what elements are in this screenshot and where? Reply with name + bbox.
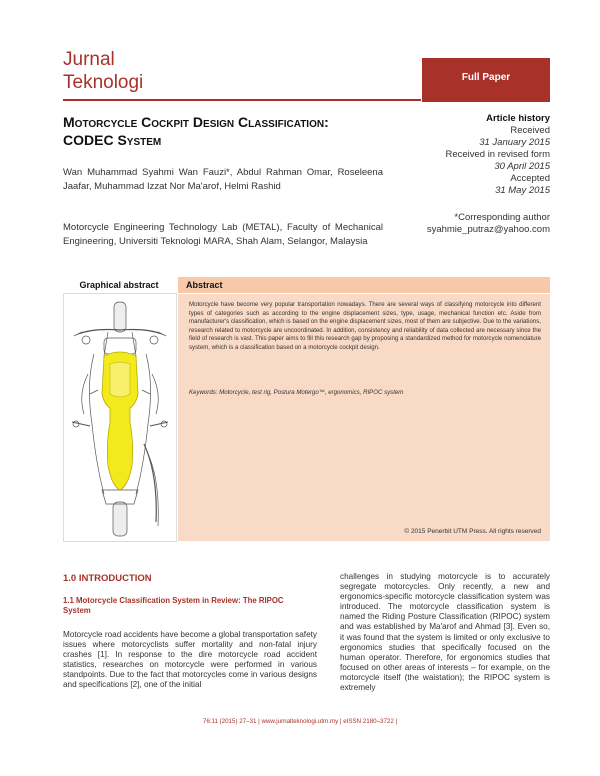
journal-name [63, 48, 143, 94]
abstract-text: Motorcycle have become very popular transportation nowadays. There are several ways of classifying motorcycle into different types of categories such as according to the engine displacement sizes, type, usage, mechanical function etc. Aside from manufacturer's classification, which is based on the engine displacement sizes, most of them are subjective. Due to the variations, research related to motorcycle are uncoordinated. In addition, consistency and reliability of data collected are necessary since the field of research is vast. This paper aims to fill this research gap by proposing a standardized method for motorcycle nomenclature system, which is a classification based on a motorcycle cockpit design. [189, 301, 541, 351]
subsection-heading: 1.1 Motorcycle Classification System in Review: The RIPOC System [63, 596, 284, 615]
graphical-abstract-figure [63, 293, 177, 542]
paper-type-label: Full Paper [461, 72, 511, 83]
motorcycle-top-view-illustration [64, 294, 176, 541]
corresponding-author [380, 212, 550, 236]
header-rule [63, 99, 421, 101]
corresponding-author-email[interactable]: syahmie_putraz@yahoo.com [426, 224, 550, 235]
section-heading-introduction: 1.0 INTRODUCTION [63, 573, 152, 584]
article-history [400, 113, 550, 197]
paper-title-line1: Motorcycle Cockpit Design Classification: [63, 114, 329, 130]
abstract-keywords: Keywords: Motorcycle, test rig, Postura Motergo™, ergonomics, RIPOC system [189, 389, 404, 396]
journal-name-line1: Jurnal [63, 49, 115, 70]
paper-title-line2: CODEC System [63, 132, 162, 148]
received-label: Received [510, 125, 550, 136]
graphical-abstract-heading: Graphical abstract [79, 280, 159, 290]
intro-paragraph-left: Motorcycle road accidents have become a global transportation safety issues where motorcyclists suffer mortality and non-fatal injury crashes [1]. In response to the dire motorcycle road accident statistics, researches on motorcycle were performed in various standpoints. Due to the fact that motorcycles come in various designs and specifications [2], one of the initial [63, 630, 317, 690]
accepted-date: 31 May 2015 [495, 185, 550, 196]
copyright-notice: © 2015 Penerbit UTM Press. All rights reserved [404, 528, 541, 535]
page-footer: 76:11 (2015) 27–31 | www.jurnalteknologi.utm.my | eISSN 2180–3722 | [202, 718, 398, 725]
affiliation: Motorcycle Engineering Technology Lab (METAL), Faculty of Mechanical Engineering, Universiti Teknologi MARA, Shah Alam, Selangor, Malaysia [63, 222, 383, 247]
intro-paragraph-right: challenges in studying motorcycle is to accurately segregate motorcycles. Only recently, a new and ergonomics-specific motorcycle classification system was introduced. The motorcycle classification system is named the Riding Posture Classification (RIPOC) system and was established by Ma'arof and Ahmad [3]. Even so, it was found that the system is limited or only exclusive to ergonomics studies that specifically focused on the human operator. Therefore, for ergonomics studies that focused on other areas of interests – for example, on the motorcycle itself (the waistation); the RIPOC system is extremely [340, 572, 550, 693]
corresponding-author-label: *Corresponding author [454, 212, 550, 223]
paper-title [63, 113, 393, 149]
article-history-heading: Article history [486, 113, 550, 124]
author-list: Wan Muhammad Syahmi Wan Fauzi*, Abdul Rahman Omar, Roseleena Jaafar, Muhammad Izzat Nor Ma'arof, Helmi Rashid [63, 167, 383, 192]
revised-date: 30 April 2015 [494, 161, 550, 172]
received-date: 31 January 2015 [479, 137, 550, 148]
accepted-label: Accepted [510, 173, 550, 184]
revised-label: Received in revised form [445, 149, 550, 160]
abstract-heading: Abstract [186, 280, 223, 290]
journal-name-line2: Teknologi [63, 72, 144, 93]
abstract-heading-bar [178, 277, 550, 293]
